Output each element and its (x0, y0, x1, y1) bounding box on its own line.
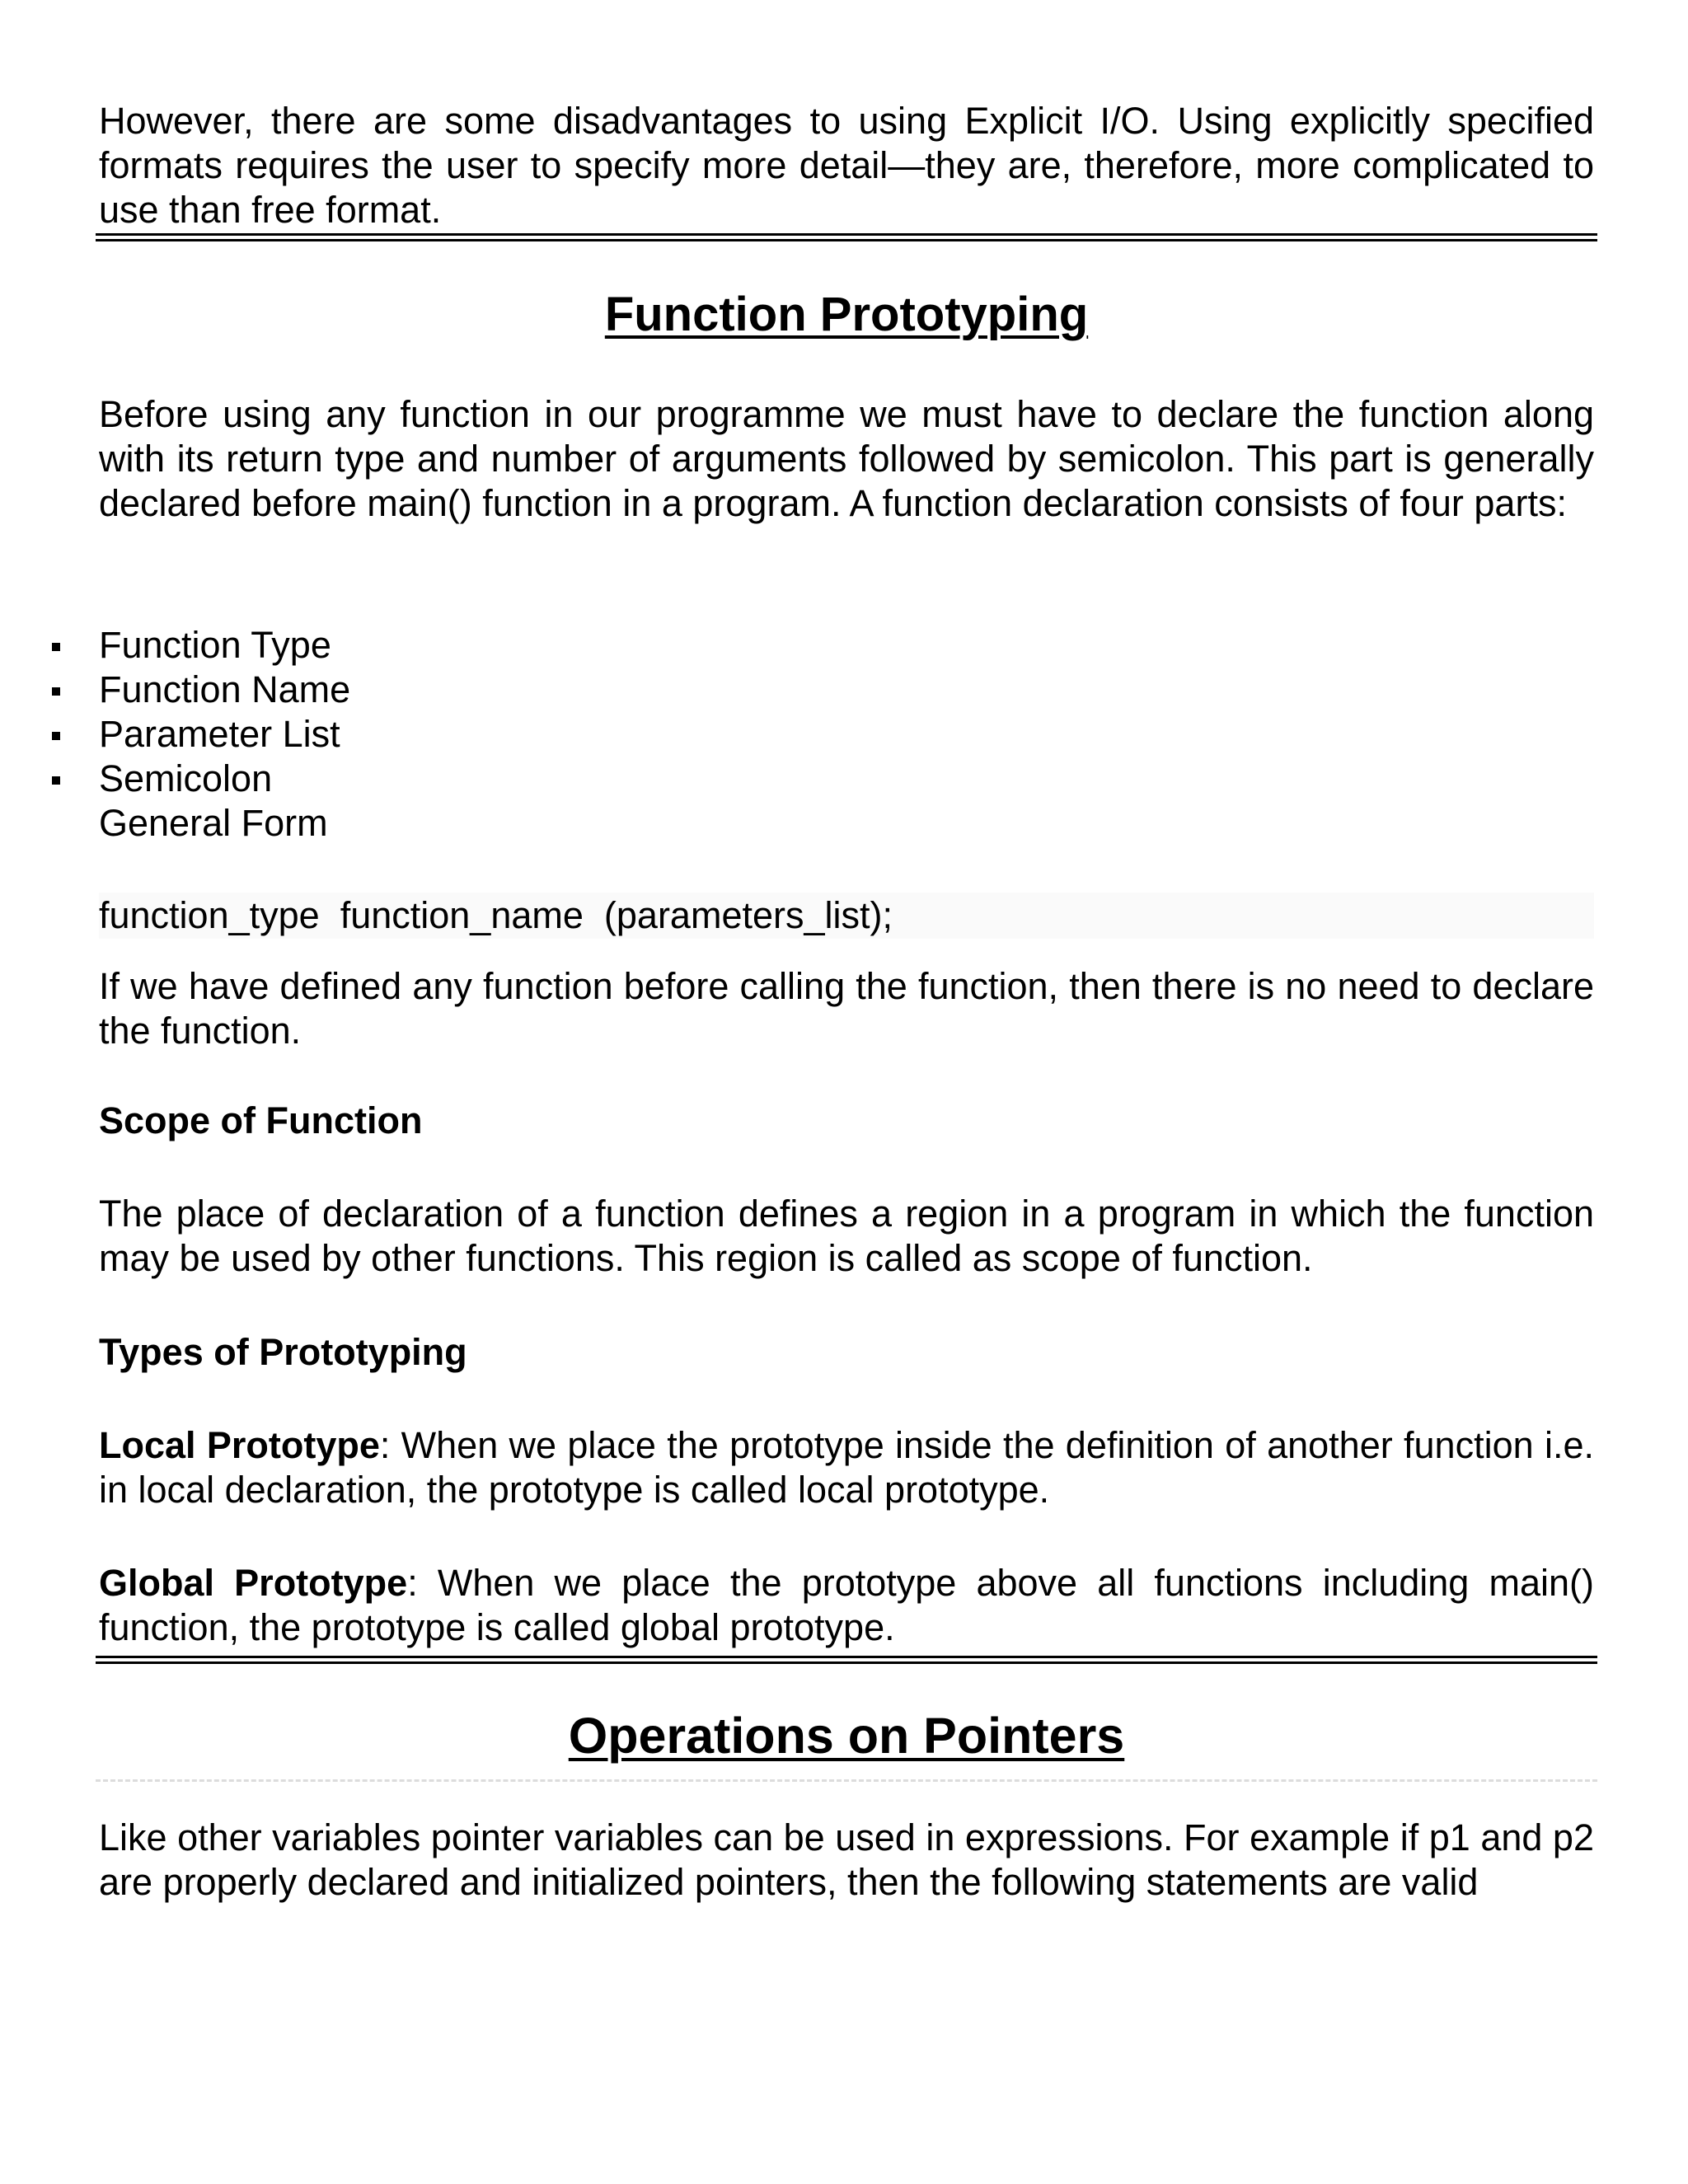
list-item (99, 712, 350, 757)
section-title-function-prototyping: Function Prototyping (604, 288, 1089, 341)
general-form-code: function_type function_name (parameters_list); (99, 893, 1594, 939)
square-bullet-icon (52, 776, 60, 785)
list-item (99, 668, 350, 712)
local-prototype-text: : When we place the prototype inside the definition of another function i.e. in local declaration, the prototype is called local prototype. (99, 1424, 1594, 1511)
pointers-paragraph: Like other variables pointer variables can be used in expressions. For example if p1 and p2 are properly declared and initialized pointers, then the following statements are valid (99, 1816, 1594, 1903)
declaration-parts-list (99, 623, 350, 846)
list-item-label: Parameter List (99, 713, 340, 755)
list-item (99, 757, 350, 801)
general-form-label: General Form (99, 802, 328, 844)
local-prototype-paragraph (99, 1423, 1594, 1512)
intro-paragraph: However, there are some disadvantages to using Explicit I/O. Using explicitly specified formats requires the user to specify more detail—they are, therefore, more complicated to use than free format. (99, 100, 1594, 231)
function-prototyping-paragraph: Before using any function in our programme we must have to declare the function along with its return type and number of arguments followed by semicolon. This part is generally declared before main() function in a program. A function declaration consists of four parts: (99, 393, 1594, 524)
title-underline-divider (96, 1779, 1597, 1782)
global-prototype-text: : When we place the prototype above all functions including main() function, the prototype is called global prototype. (99, 1562, 1594, 1648)
local-prototype-label: Local Prototype (99, 1424, 380, 1466)
global-prototype-paragraph (99, 1561, 1594, 1650)
types-heading: Types of Prototyping (99, 1331, 467, 1373)
square-bullet-icon (52, 643, 60, 651)
scope-heading: Scope of Function (99, 1099, 423, 1141)
section-title-operations-on-pointers: Operations on Pointers (568, 1708, 1125, 1764)
list-item-label: Function Type (99, 624, 331, 666)
section-divider (96, 1656, 1597, 1664)
list-item-label: Semicolon (99, 757, 273, 799)
declaration-note: If we have defined any function before calling the function, then there is no need to declare the function. (99, 965, 1594, 1052)
section-divider (96, 233, 1597, 241)
square-bullet-icon (52, 687, 60, 696)
list-item-label: Function Name (99, 668, 351, 710)
list-item (99, 623, 350, 668)
square-bullet-icon (52, 732, 60, 740)
scope-paragraph: The place of declaration of a function defines a region in a program in which the function may be used by other functions. This region is called as scope of function. (99, 1193, 1594, 1279)
global-prototype-label: Global Prototype (99, 1562, 408, 1604)
